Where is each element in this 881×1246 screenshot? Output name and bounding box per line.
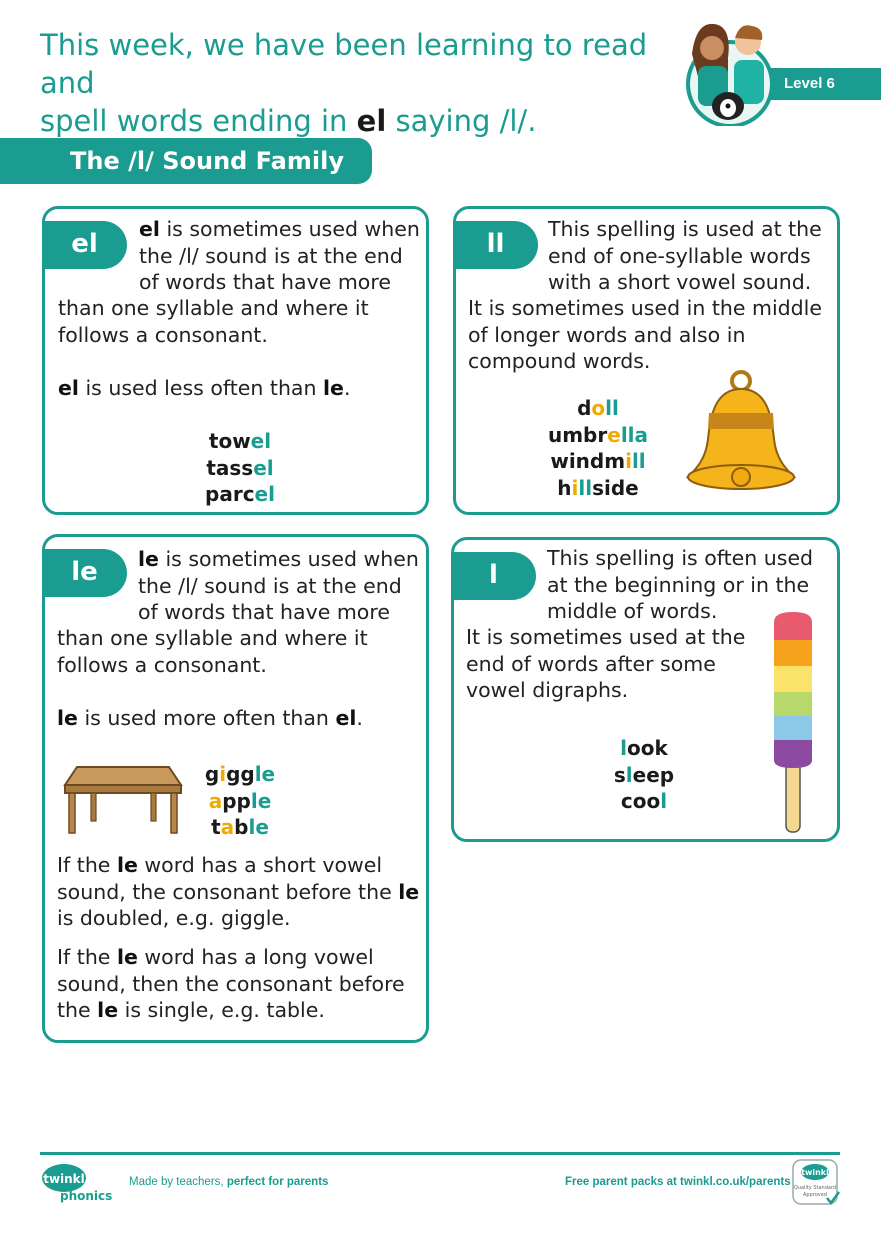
card-le [42, 534, 429, 1043]
seal-text: twinkl [801, 1168, 829, 1177]
rule-text: the [57, 998, 98, 1022]
word-vowel: a [208, 788, 223, 813]
el-body [58, 295, 369, 348]
rule-bold: le [116, 945, 138, 969]
rule-bold: le [398, 879, 420, 904]
word-part: ook [627, 736, 668, 760]
el-intro-line3: of words that have more [139, 270, 391, 294]
rule-text: If the [57, 853, 117, 877]
word-umbrella [528, 422, 668, 449]
rule-text: is doubled, e.g. giggle. [57, 906, 291, 930]
el-intro [139, 216, 420, 296]
word-ending: le [250, 788, 272, 813]
word-tassel [170, 455, 310, 482]
ll-word-list [528, 395, 668, 501]
ll-line2: end of one-syllable words [548, 243, 811, 268]
l-line3: middle of words. [547, 599, 718, 623]
l-word-list [599, 735, 689, 815]
rule-bold: le [116, 853, 138, 877]
le-rule-long [57, 944, 405, 1024]
ll-body [468, 295, 822, 375]
word-ending: el [250, 429, 272, 453]
word-l: l [620, 736, 628, 760]
heading-line-1: This week, we have been learning to read and [40, 28, 648, 100]
bell-illustration [684, 369, 802, 495]
le-intro-line2: the /l/ sound is at the end [138, 573, 402, 598]
footer-made-by-text: Made by teachers, [129, 1176, 227, 1188]
section-title: The /l/ Sound Family [0, 138, 372, 184]
word-part: umbr [547, 422, 608, 447]
rule-text: sound, then the consonant before [57, 971, 405, 996]
le-note [57, 705, 363, 732]
l-line6: vowel digraphs. [466, 678, 629, 702]
level-badge: Level 6 [770, 68, 881, 100]
le-intro-line3: of words that have more [138, 600, 390, 624]
tag-l: l [451, 552, 536, 600]
ll-line5: of longer words and also in [468, 322, 746, 347]
l-body [466, 624, 745, 704]
word-ending: le [254, 762, 276, 786]
heading-text-end: saying /l/. [386, 104, 537, 138]
word-part: side [592, 475, 639, 500]
word-part: gg [226, 762, 255, 786]
footer-parent-packs: Free parent packs at twinkl.co.uk/parents [565, 1176, 791, 1188]
el-note-bold1: el [58, 376, 79, 400]
twinkl-phonics-logo [40, 1162, 114, 1206]
word-vowel: i [571, 475, 579, 500]
rule-text: word has a short vowel [137, 853, 383, 877]
card-l [451, 537, 840, 842]
word-vowel: i [219, 762, 227, 786]
word-ending: lla [620, 422, 649, 447]
word-part: d [577, 396, 592, 420]
table-illustration [63, 763, 183, 835]
word-part: parc [205, 482, 255, 506]
rule-text: If the [57, 945, 117, 969]
word-ending: el [253, 455, 274, 480]
le-rule-short [57, 852, 419, 932]
word-doll [528, 395, 668, 422]
le-intro-line1: is sometimes used when [158, 547, 419, 571]
le-note-bold2: el [335, 706, 357, 730]
le-note-bold1: le [57, 706, 78, 730]
word-table [195, 814, 285, 841]
word-part: eep [632, 762, 675, 787]
el-word-list [170, 428, 310, 508]
card-el [42, 206, 429, 515]
word-ending: le [248, 815, 269, 839]
word-part: windm [550, 449, 626, 473]
word-windmill [528, 448, 668, 475]
page-heading [40, 26, 690, 140]
el-note-bold2: le [323, 376, 344, 400]
el-line5: follows a consonant. [58, 322, 268, 347]
l-line2: at the beginning or in the [547, 572, 810, 597]
word-vowel: a [220, 815, 235, 839]
word-hillside [528, 475, 668, 502]
tag-el: el [42, 221, 127, 269]
word-part: h [557, 475, 572, 500]
word-l: l [660, 789, 668, 813]
word-part: t [211, 815, 221, 839]
el-line4: than one syllable and where it [58, 296, 369, 320]
ll-line3: with a short vowel sound. [548, 270, 812, 294]
ice-lolly-illustration [770, 610, 816, 835]
rule-text: word has a long vowel [137, 945, 374, 969]
word-vowel: e [607, 422, 621, 447]
l-line1: This spelling is often used [547, 546, 814, 570]
footer-divider [40, 1152, 840, 1155]
ll-line1: This spelling is used at the [548, 217, 822, 241]
tag-le: le [42, 549, 127, 597]
footer-made-by [129, 1176, 328, 1188]
word-cool [599, 788, 689, 815]
word-ending: ll [578, 475, 593, 500]
seal-sub2: Approved [803, 1192, 827, 1198]
le-word-list [195, 761, 285, 841]
word-parcel [170, 481, 310, 508]
word-ending: ll [605, 396, 619, 420]
rule-bold: le [97, 998, 119, 1022]
le-note-end: . [356, 706, 363, 730]
word-l: l [625, 762, 633, 787]
word-part: g [204, 762, 220, 786]
word-ending: el [254, 482, 275, 506]
word-part: tass [206, 455, 254, 480]
word-part: tow [208, 429, 251, 453]
word-ending: ll [631, 449, 646, 473]
le-note-mid: is used more often than [77, 706, 336, 730]
rule-text: sound, the consonant before the [57, 879, 399, 904]
children-and-dog-illustration [682, 14, 778, 126]
word-sleep [599, 762, 689, 789]
tag-ll: ll [453, 221, 538, 269]
le-line4: than one syllable and where it [57, 626, 368, 650]
heading-line-2 [40, 102, 690, 140]
logo-twinkl-text: twinkl [43, 1172, 85, 1186]
word-vowel: i [625, 449, 632, 473]
word-part: coo [620, 789, 661, 813]
el-note-end: . [343, 376, 351, 400]
logo-phonics-text: phonics [60, 1189, 113, 1203]
ll-line4: It is sometimes used in the middle [468, 296, 822, 320]
heading-bold-el: el [356, 104, 387, 138]
word-apple [195, 788, 285, 815]
el-note-mid: is used less often than [78, 376, 324, 400]
word-towel [170, 428, 310, 455]
card-ll [453, 206, 840, 515]
el-note [58, 375, 350, 402]
el-intro-line1: is sometimes used when [159, 217, 420, 241]
le-line5: follows a consonant. [57, 652, 267, 677]
l-line5: end of words after some [466, 651, 716, 676]
le-intro [138, 546, 419, 626]
word-vowel: o [591, 396, 606, 420]
rule-text: is single, e.g. table. [118, 998, 325, 1022]
el-bold: el [139, 217, 160, 241]
ll-line6: compound words. [468, 349, 651, 373]
heading-text: spell words ending in [40, 104, 357, 138]
word-part: b [234, 815, 249, 839]
word-part: pp [222, 788, 251, 813]
le-body [57, 625, 368, 678]
le-bold: le [138, 547, 159, 571]
footer-made-by-bold: perfect for parents [226, 1176, 329, 1188]
ll-intro [548, 216, 822, 296]
el-intro-line2: the /l/ sound is at the end [139, 243, 403, 268]
seal-sub1: Quality Standard [793, 1185, 837, 1191]
word-look [599, 735, 689, 762]
l-line4: It is sometimes used at the [466, 625, 746, 649]
word-giggle [195, 761, 285, 788]
quality-standard-seal [791, 1158, 841, 1208]
word-part: s [613, 762, 626, 787]
